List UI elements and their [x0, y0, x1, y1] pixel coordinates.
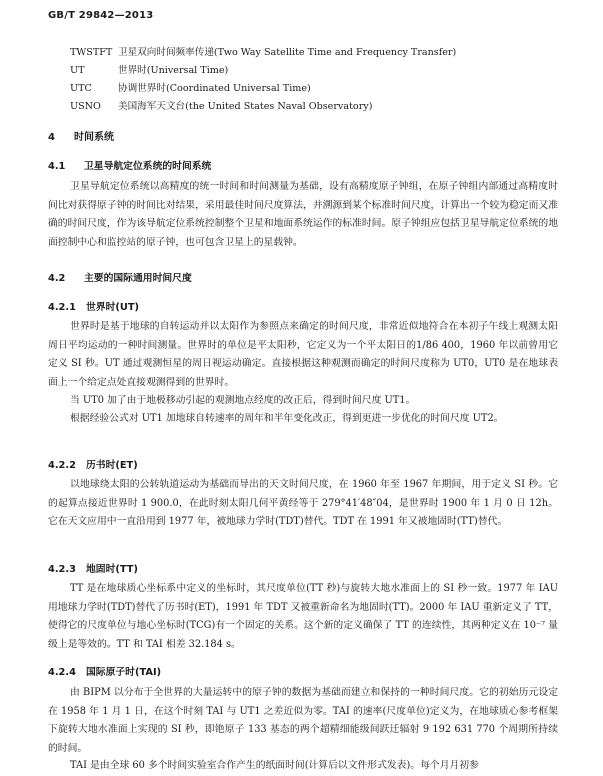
abbreviation-text: 美国海军天文台(the United States Naval Observatory) — [118, 101, 373, 112]
clause-number: 4.2.2 — [48, 460, 76, 471]
body-paragraph: 由 BIPM 以分布于全世界的大量运转中的原子钟的数据为基础而建立和保持的一种时间尺度。它的初始历元设定在 1958 年 1 月 1 日，在这个时刻 TAI 与 UT1 之差近似为零。TAI 的速率(尺度单位)定义为，在地球质心参考框架下旋转大地水准面上实现的 SI 秒，即铯原子 133 基态的两个超精细能级间跃迁辐射 9 192 631 770 个周期所持续的时间。 — [48, 687, 558, 754]
section-heading — [48, 128, 114, 143]
abbreviation-code: UTC — [70, 83, 92, 94]
clause-number: 4.2.4 — [48, 667, 76, 678]
abbreviation-entry — [70, 62, 228, 76]
standard-number-header: GB/T 29842—2013 — [48, 10, 154, 21]
body-paragraph: TT 是在地球质心坐标系中定义的坐标时，其尺度单位(TT 秒)与旋转大地水准面上的 SI 秒一致。1977 年 IAU 用地球力学时(TDT)替代了历书时(ET)，1991 年 TDT 又被重新命名为地固时(TT)。2000 年 IAU 重新定义了 TT，使得它的尺度单位与地心坐标时(TCG)有一个固定的关系。这个新的定义确保了 TT 的连续性，其两种定义在 10⁻⁷ 量级上是等效的。TT 和 TAI 相差 32.184 s。 — [48, 583, 558, 650]
clause-heading — [48, 664, 161, 678]
abbreviation-text: 卫星双向时间频率传递(Two Way Satellite Time and Frequency Transfer) — [118, 47, 457, 58]
abbreviation-entry — [70, 98, 372, 112]
subsection-number: 4.2 — [48, 273, 66, 284]
body-paragraph: 根据经验公式对 UT1 加地球自转速率的周年和半年变化改正，得到更进一步优化的时间尺度 UT2。 — [70, 413, 504, 424]
subsection-title: 主要的国际通用时间尺度 — [84, 273, 192, 284]
clause-number: 4.2.1 — [48, 302, 76, 313]
abbreviation-code: USNO — [70, 101, 101, 112]
subsection-number: 4.1 — [48, 161, 66, 172]
body-paragraph: TAI 是由全球 60 多个时间实验室合作产生的纸面时间(计算后以文件形式发表)。每个月月初参 — [70, 760, 479, 771]
clause-heading — [48, 457, 138, 471]
clause-heading — [48, 299, 139, 313]
clause-number: 4.2.3 — [48, 564, 76, 575]
body-paragraph: 当 UT0 加了由于地极移动引起的观测地点经度的改正后，得到时间尺度 UT1。 — [70, 395, 416, 406]
body-paragraph: 以地球绕太阳的公转轨道运动为基础而导出的天文时间尺度，在 1960 年至 1967 年期间，用于定义 SI 秒。它的起算点接近世界时 1 900.0，在此时刻太阳几何平黄经等于 279°41′48″04，是世界时 1900 年 1 月 0 日 12h。它在天文应用中一直沿用到 1977 年，被地球力学时(TDT)替代。TDT 在 1991 年又被地固时(TT)替代。 — [48, 479, 558, 527]
body-paragraph: 卫星导航定位系统以高精度的统一时间和时间测量为基础，设有高精度原子钟组，在原子钟组内部通过高精度时间比对获得原子钟的时间比对结果，采用最佳时间尺度算法，并溯源到某个标准时间尺度，计算出一个较为稳定而又准确的时间尺度，作为该导航定位系统控制整个卫星和地面系统运作的标准时间。原子钟组应包括卫星导航定位系统的地面控制中心和监控站的原子钟，也可包含卫星上的星载钟。 — [48, 181, 558, 248]
clause-title: 历书时(ET) — [86, 460, 138, 471]
abbreviation-code: UT — [70, 65, 85, 76]
clause-title: 国际原子时(TAI) — [86, 667, 162, 678]
clause-title: 地固时(TT) — [86, 564, 138, 575]
abbreviation-text: 世界时(Universal Time) — [118, 65, 229, 76]
abbreviation-code: TWSTFT — [70, 47, 113, 58]
abbreviation-entry — [70, 44, 456, 58]
abbreviation-entry — [70, 80, 311, 94]
clause-heading — [48, 561, 138, 575]
abbreviation-text: 协调世界时(Coordinated Universal Time) — [118, 83, 311, 94]
subsection-heading — [48, 270, 192, 284]
subsection-title: 卫星导航定位系统的时间系统 — [84, 161, 212, 172]
body-paragraph: 世界时是基于地球的自转运动并以太阳作为参照点来确定的时间尺度，非常近似地符合在本初子午线上观测太阳周日平均运动的一种时间测量。世界时的单位是平太阳秒，它定义为一个平太阳日的1/86 400，1960 年以前曾用它定义 SI 秒。UT 通过观测恒星的周日视运动确定。直接根据这种观测而确定的时间尺度称为 UT0，UT0 是在地球表面上一个给定点处直接观测得到的世界时。 — [48, 321, 558, 388]
section-number: 4 — [48, 132, 55, 143]
section-title: 时间系统 — [74, 132, 114, 143]
subsection-heading — [48, 158, 211, 172]
clause-title: 世界时(UT) — [86, 302, 139, 313]
